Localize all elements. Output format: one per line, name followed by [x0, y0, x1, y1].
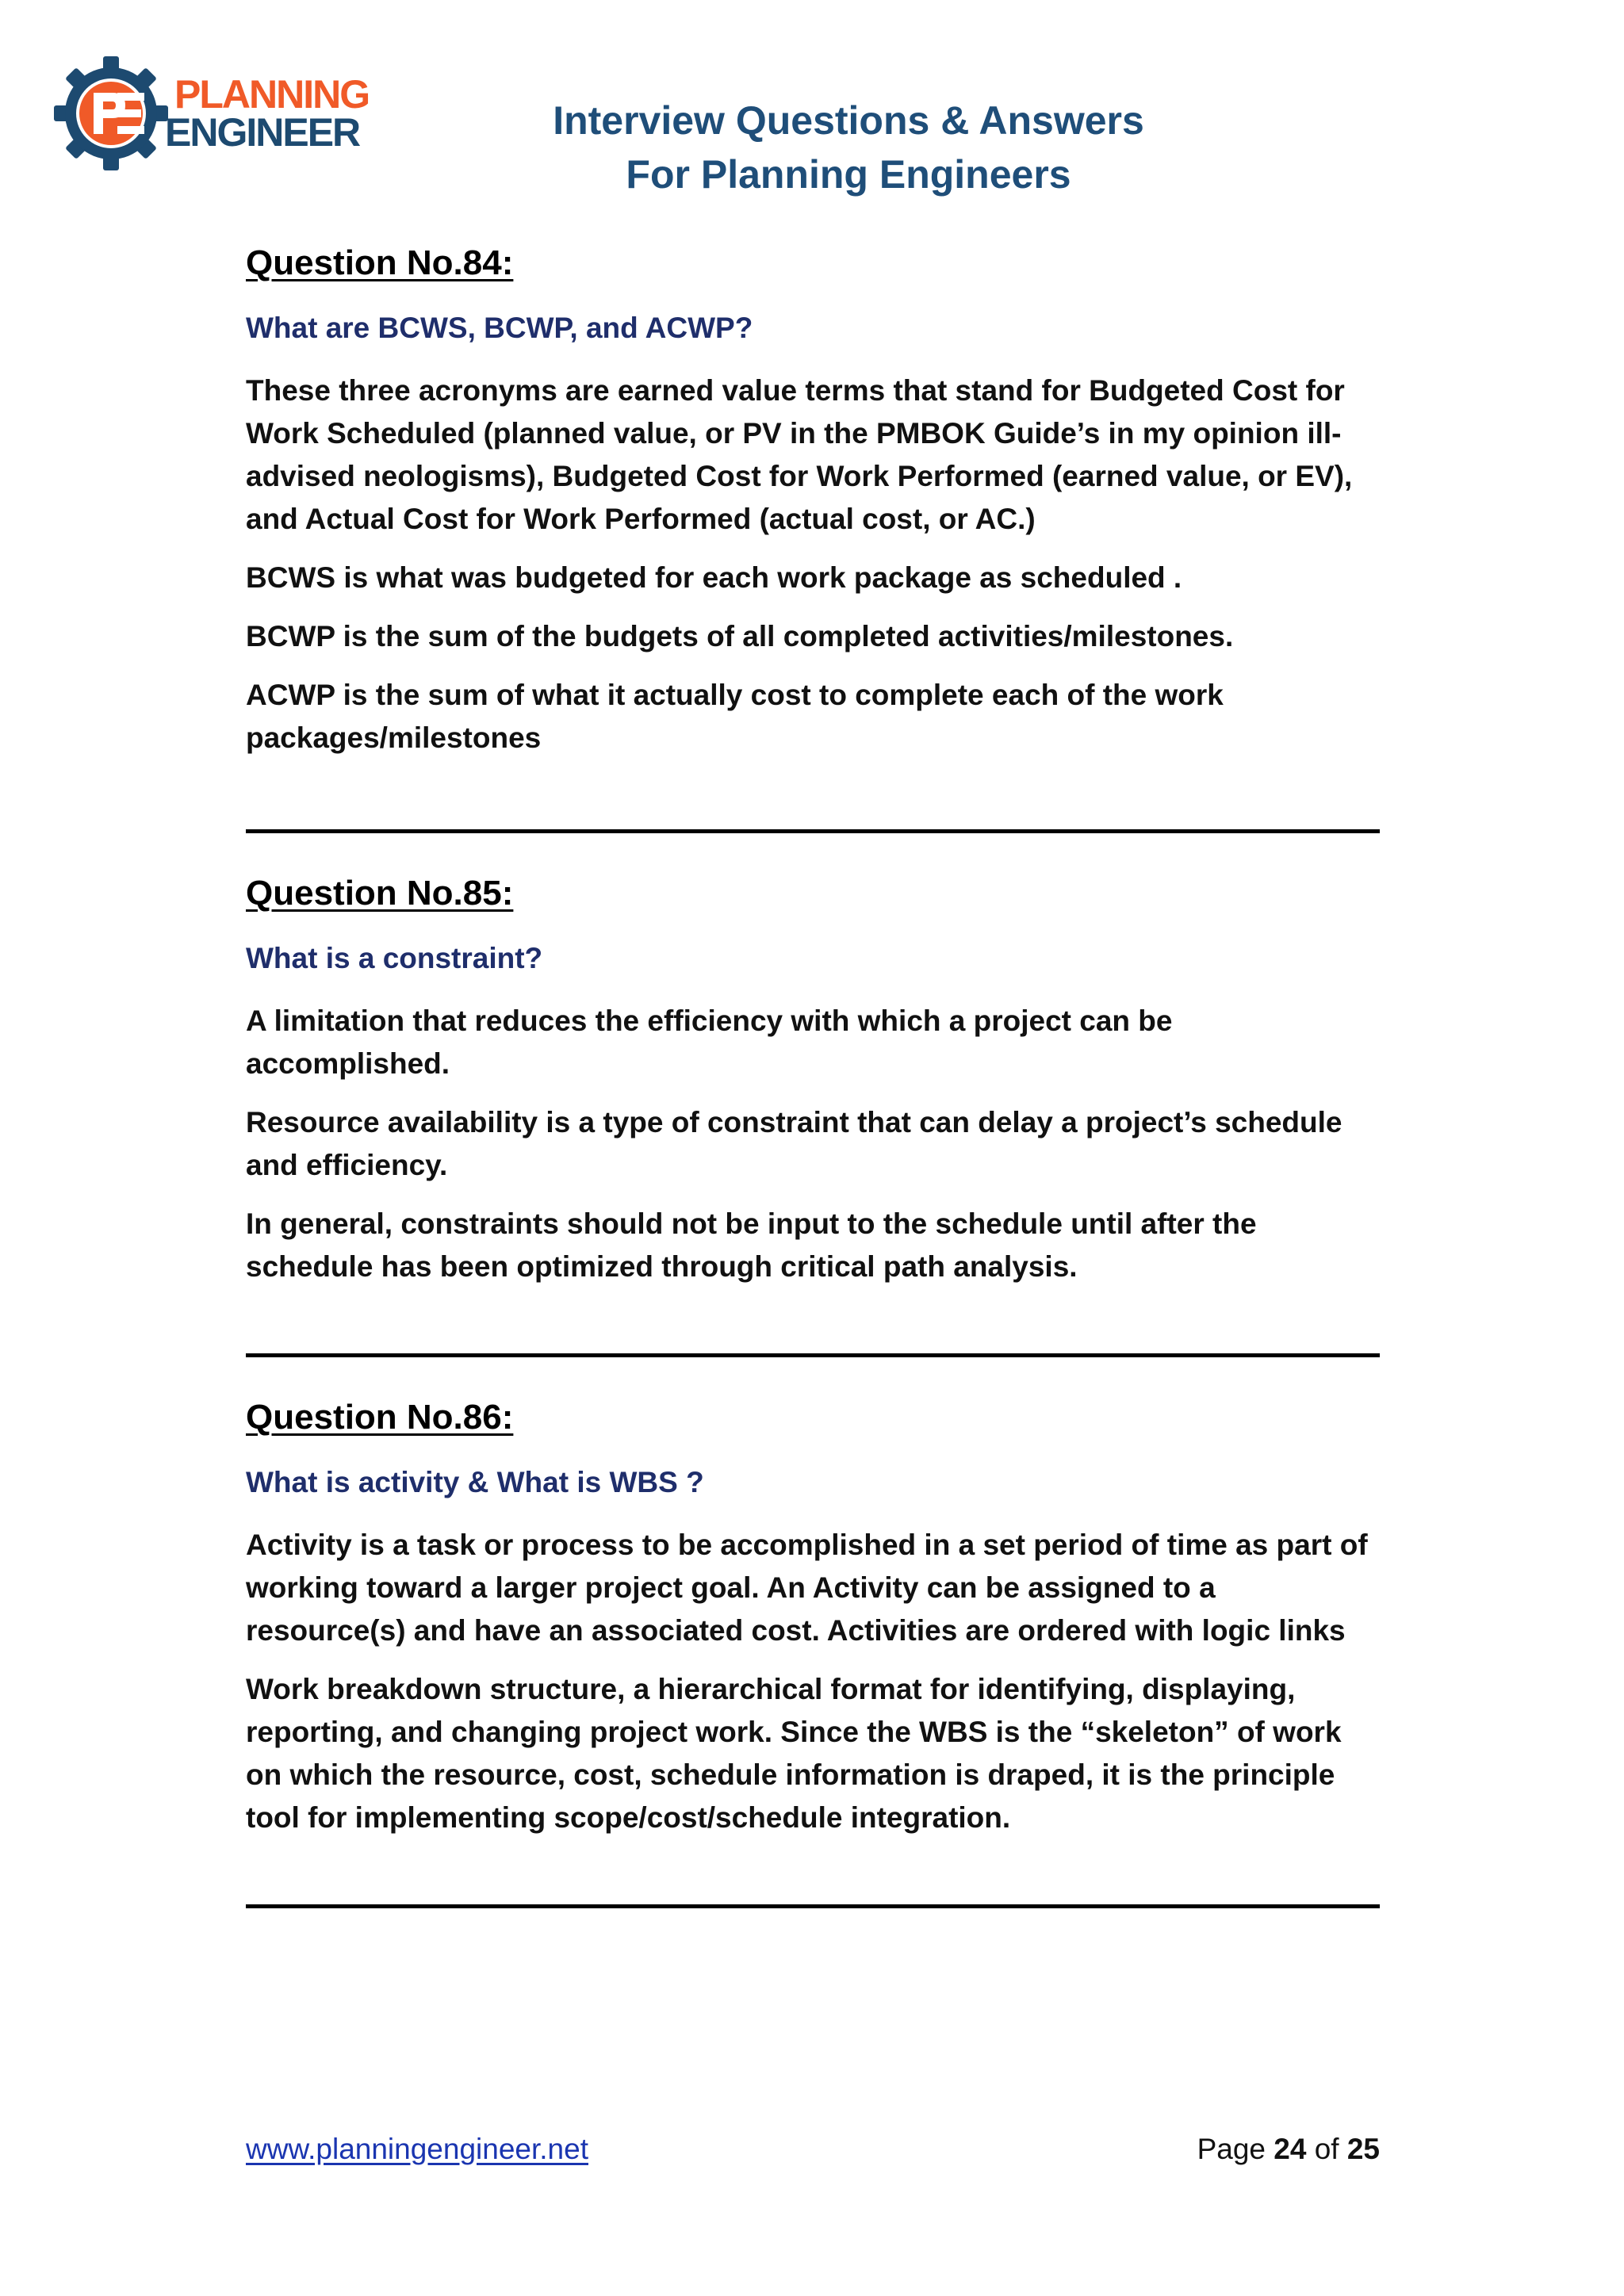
page-number: [1197, 2133, 1380, 2166]
page-title: [476, 94, 1221, 201]
section-divider: [246, 829, 1380, 833]
page-title-line-2: For Planning Engineers: [626, 152, 1071, 197]
answer-paragraph: In general, constraints should not be input to the schedule until after the schedule has been optimized through critical path analysis.: [246, 1207, 1257, 1283]
answer-paragraph: BCWS is what was budgeted for each work package as scheduled .: [246, 561, 1182, 594]
question-text: What is a constraint?: [246, 942, 543, 974]
logo-text-engineer: ENGINEER: [165, 110, 360, 155]
answer-paragraph: A limitation that reduces the efficiency with which a project can be accomplished.: [246, 1004, 1173, 1080]
page-total: 25: [1346, 2133, 1380, 2165]
question-block-85: [246, 870, 1380, 1288]
page-title-line-1: Interview Questions & Answers: [553, 98, 1144, 143]
gear-logo-icon: [54, 54, 173, 173]
question-heading: Question No.85:: [246, 874, 514, 913]
document-content: [246, 239, 1380, 1908]
answer-paragraph: These three acronyms are earned value terms that stand for Budgeted Cost for Work Scheduled (planned value, or PV in the PMBOK Guide’s in my opinion ill-advised neologisms), Budgeted Cost for Work Performed (earned value, or EV), and Actual Cost for Work Performed (actual cost, or AC.): [246, 374, 1353, 535]
answer-paragraph: Work breakdown structure, a hierarchical format for identifying, displaying, reporting, and changing project work. Since the WBS is the “skeleton” of work on which the resource, cost, schedule information is draped, it is the principle tool for implementing scope/cost/schedule integration.: [246, 1673, 1342, 1834]
planning-engineer-logo: [54, 54, 395, 173]
question-text: What is activity & What is WBS ?: [246, 1466, 704, 1498]
answer-paragraph: ACWP is the sum of what it actually cost to complete each of the work packages/milestones: [246, 679, 1224, 754]
page-current: 24: [1274, 2133, 1307, 2165]
answer-paragraph: BCWP is the sum of the budgets of all completed activities/milestones.: [246, 620, 1234, 652]
section-divider: [246, 1904, 1380, 1908]
logo-text-planning: PLANNING: [174, 72, 370, 117]
question-block-84: [246, 239, 1380, 760]
section-divider: [246, 1353, 1380, 1357]
answer-paragraph: Activity is a task or process to be accomplished in a set period of time as part of working toward a larger project goal. An Activity can be assigned to a resource(s) and have an associated cost. Activities are ordered with logic links: [246, 1529, 1368, 1647]
page-label: Page: [1197, 2133, 1266, 2165]
question-heading: Question No.84:: [246, 243, 514, 282]
website-link[interactable]: www.planningengineer.net: [246, 2133, 588, 2165]
page-of-label: of: [1314, 2133, 1339, 2165]
answer-paragraph: Resource availability is a type of constraint that can delay a project’s schedule and efficiency.: [246, 1106, 1342, 1181]
question-text: What are BCWS, BCWP, and ACWP?: [246, 312, 753, 344]
question-block-86: [246, 1394, 1380, 1839]
question-heading: Question No.86:: [246, 1398, 514, 1437]
